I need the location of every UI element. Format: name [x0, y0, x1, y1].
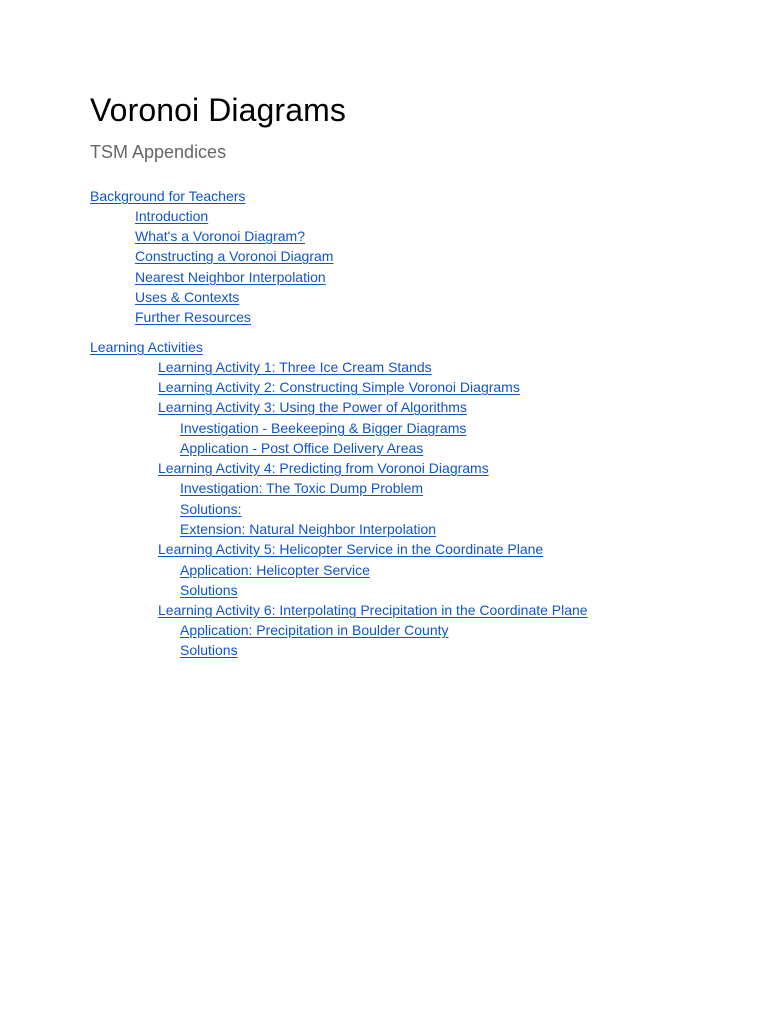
- toc-link[interactable]: Nearest Neighbor Interpolation: [135, 269, 326, 285]
- toc-link[interactable]: Solutions:: [180, 501, 242, 517]
- toc-link[interactable]: Uses & Contexts: [135, 289, 240, 305]
- toc-link[interactable]: Solutions: [180, 642, 238, 658]
- toc-link[interactable]: Learning Activity 4: Predicting from Voronoi Diagrams: [158, 460, 489, 476]
- toc-link[interactable]: Learning Activity 3: Using the Power of Algorithms: [158, 399, 467, 415]
- toc-link[interactable]: Introduction: [135, 208, 209, 224]
- toc-link[interactable]: Learning Activity 6: Interpolating Precipitation in the Coordinate Plane: [158, 602, 588, 618]
- toc-section-link[interactable]: Learning Activities: [90, 339, 203, 355]
- toc-link[interactable]: Learning Activity 5: Helicopter Service in the Coordinate Plane: [158, 541, 544, 557]
- toc-link[interactable]: Learning Activity 1: Three Ice Cream Stands: [158, 359, 432, 375]
- toc-link[interactable]: Application: Helicopter Service: [180, 562, 370, 578]
- toc-link[interactable]: Investigation: The Toxic Dump Problem: [180, 480, 424, 496]
- toc-link[interactable]: Extension: Natural Neighbor Interpolation: [180, 521, 437, 537]
- toc-link[interactable]: Application - Post Office Delivery Areas: [180, 440, 424, 456]
- toc-link[interactable]: Further Resources: [135, 309, 251, 325]
- page-title: Voronoi Diagrams: [90, 92, 346, 128]
- toc-link[interactable]: Application: Precipitation in Boulder County: [180, 622, 449, 638]
- toc-link[interactable]: Learning Activity 2: Constructing Simple Voronoi Diagrams: [158, 379, 520, 395]
- toc-link[interactable]: Constructing a Voronoi Diagram: [135, 248, 334, 264]
- toc-section-link[interactable]: Background for Teachers: [90, 188, 246, 204]
- toc-link[interactable]: What's a Voronoi Diagram?: [135, 228, 305, 244]
- page-subtitle: TSM Appendices: [90, 142, 227, 162]
- toc-link[interactable]: Investigation - Beekeeping & Bigger Diagrams: [180, 420, 467, 436]
- toc-link[interactable]: Solutions: [180, 582, 238, 598]
